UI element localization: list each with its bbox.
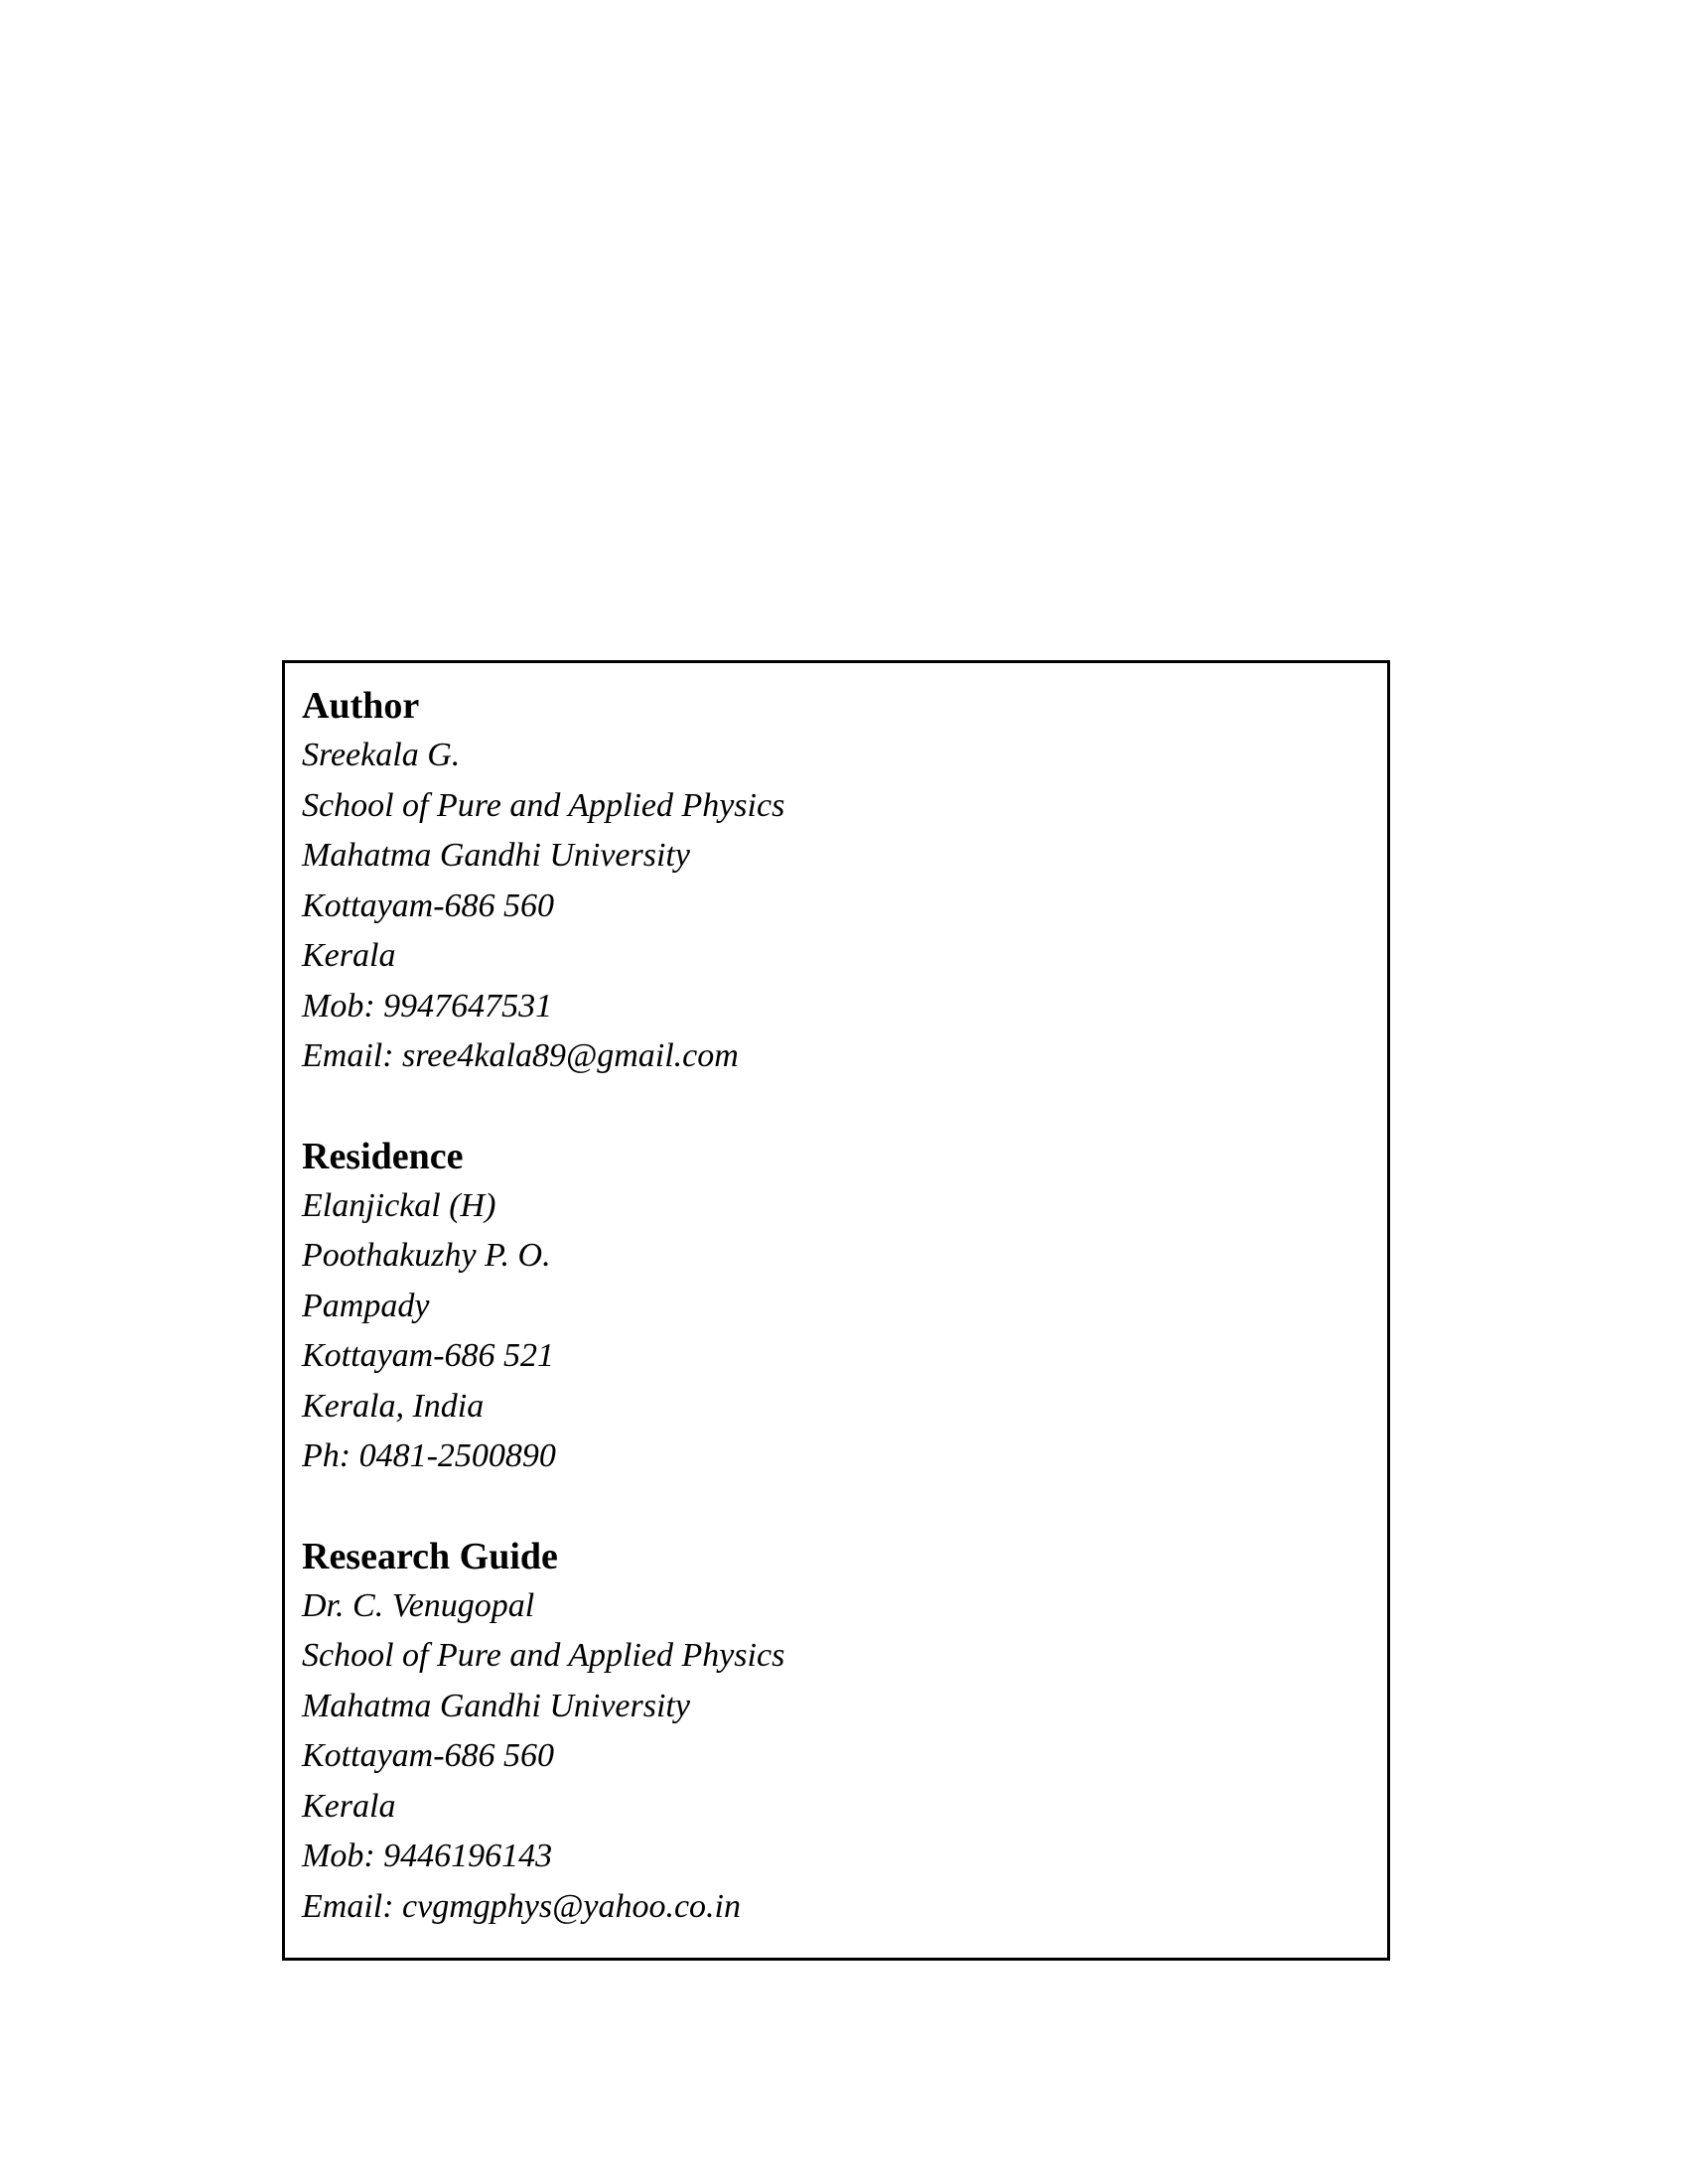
author-city: Kottayam-686 560 [302,887,555,924]
residence-locality: Pampady [302,1287,430,1324]
research-guide-section [302,1532,1387,1933]
residence-heading: Residence [302,1135,464,1177]
research-guide-name: Dr. C. Venugopal [302,1586,535,1624]
research-guide-department: School of Pure and Applied Physics [302,1637,785,1674]
contact-details-box [282,660,1390,1961]
research-guide-state: Kerala [302,1787,396,1825]
author-email: Email: sree4kala89@gmail.com [302,1037,739,1074]
residence-state: Kerala, India [302,1387,485,1425]
author-state: Kerala [302,937,396,974]
research-guide-city: Kottayam-686 560 [302,1737,555,1774]
author-heading: Author [302,685,420,727]
research-guide-email: Email: cvgmgphys@yahoo.co.in [302,1887,741,1925]
residence-section [302,1132,1387,1482]
residence-city: Kottayam-686 521 [302,1337,555,1374]
research-guide-heading: Research Guide [302,1535,558,1577]
research-guide-university: Mahatma Gandhi University [302,1687,690,1724]
research-guide-mobile: Mob: 9446196143 [302,1838,553,1874]
residence-house: Elanjickal (H) [302,1186,496,1224]
residence-post-office: Poothakuzhy P. O. [302,1237,551,1274]
author-university: Mahatma Gandhi University [302,837,690,874]
residence-phone: Ph: 0481-2500890 [302,1437,556,1474]
author-name: Sreekala G. [302,737,461,773]
author-department: School of Pure and Applied Physics [302,786,785,824]
author-mobile: Mob: 9947647531 [302,987,553,1024]
author-section [302,681,1387,1082]
